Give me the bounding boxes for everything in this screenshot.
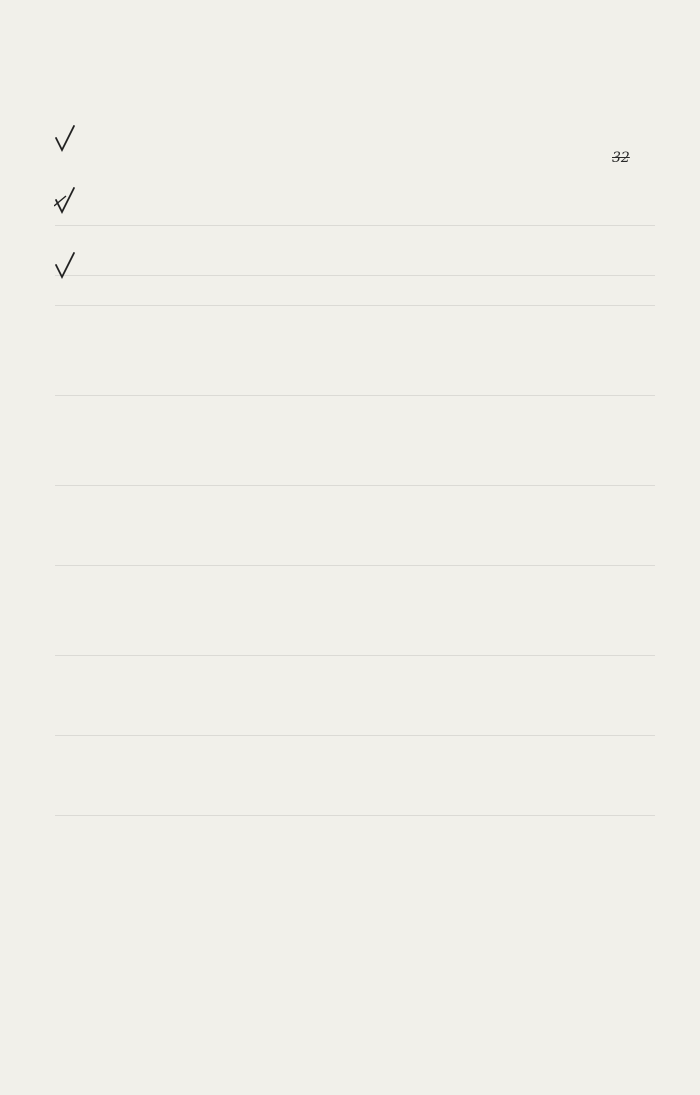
inventory-item [72, 128, 682, 188]
inventory-item [72, 255, 682, 315]
checkmark-icon [54, 124, 76, 154]
checkmark-icon [54, 186, 76, 216]
struck-old-number: 32 [612, 150, 630, 166]
checkmark-icon [54, 251, 76, 281]
inventory-item [72, 190, 682, 250]
